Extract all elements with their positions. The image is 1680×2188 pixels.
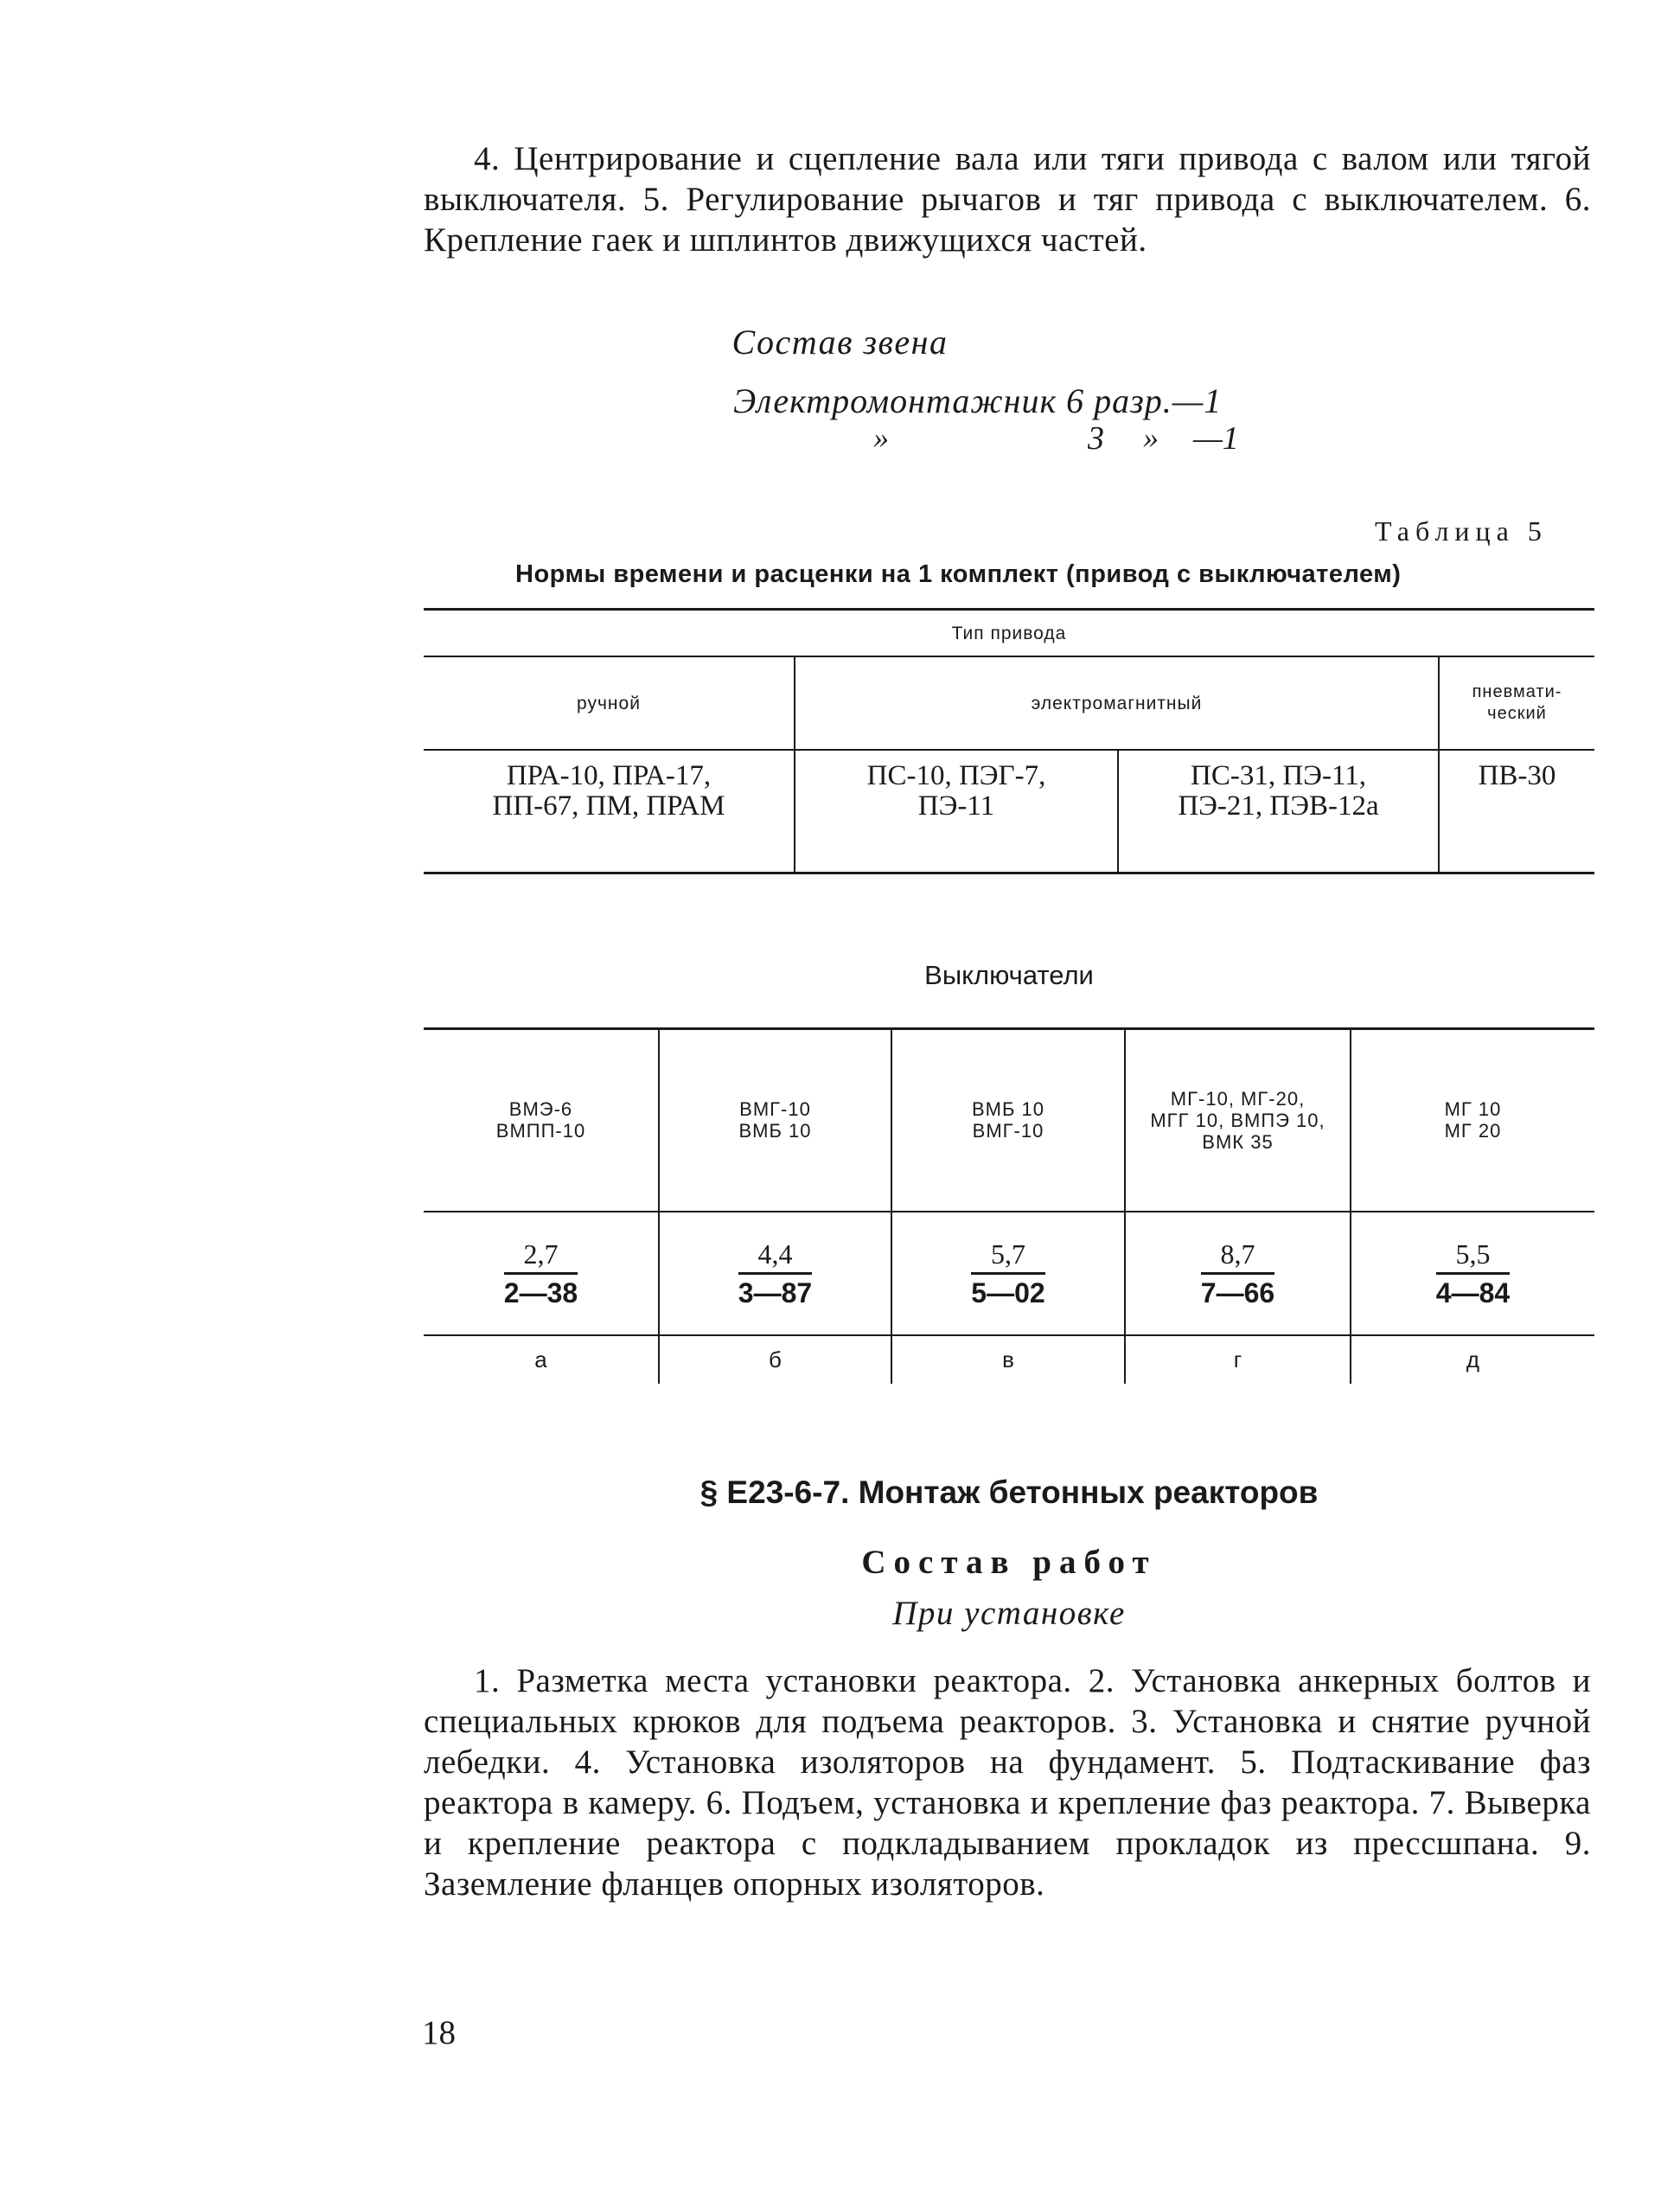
norm-price-cell <box>892 1212 1124 1334</box>
price: 7—66 <box>1200 1277 1275 1308</box>
table-label: Таблица 5 <box>1375 515 1548 547</box>
header-drive-type: Тип привода <box>951 623 1067 643</box>
switch-name: ВМГ-10 ВМБ 10 <box>738 1098 812 1142</box>
column-letter: д <box>1466 1347 1480 1372</box>
header-pneumatic: пневмати- ческий <box>1472 682 1562 723</box>
norm-time: 5,5 <box>1436 1236 1510 1275</box>
drive-em-2: ПС-31, ПЭ-11, ПЭ-21, ПЭВ-12а <box>1178 760 1379 822</box>
crew-line-2-ditto-a: » <box>873 420 889 455</box>
section-title: § Е23-6-7. Монтаж бетонных реакторов <box>699 1475 1319 1510</box>
switch-name: ВМБ 10 ВМГ-10 <box>971 1098 1045 1142</box>
column-letter: б <box>769 1347 782 1372</box>
norm-price-cell <box>660 1212 891 1334</box>
norm-price-cell <box>424 1212 658 1334</box>
norm-time: 8,7 <box>1201 1236 1274 1275</box>
switch-name: МГ 10 МГ 20 <box>1444 1098 1502 1142</box>
section-subtitle: Состав работ <box>861 1544 1157 1581</box>
column-letter: г <box>1233 1347 1242 1372</box>
norm-price-cell <box>1351 1212 1594 1334</box>
header-manual: ручной <box>577 693 641 713</box>
section-paragraph: 1. Разметка места установки реактора. 2. Установка анкерных болтов и специальных крюков для подъема реакторов. 3. Установка и снятие ручной лебедки. 4. Установка изоляторов на фундамент. 5. Подтаскивание фаз реактора в камеру. 6. Подъем, установка и крепление фаз реактора. 7. Выверка и крепление реактора с подкладыванием прокладок из прессшпана. 9. Заземление фланцев опорных изоляторов. <box>424 1662 1591 1903</box>
page-number: 18 <box>422 2014 456 2051</box>
table-caption: Нормы времени и расценки на 1 комплект (привод с выключателем) <box>515 560 1402 588</box>
drive-pneumatic: ПВ-30 <box>1478 760 1556 791</box>
norm-time: 5,7 <box>971 1236 1044 1275</box>
drive-manual: ПРА-10, ПРА-17, ПП-67, ПМ, ПРАМ <box>492 760 725 822</box>
intro-paragraph: 4. Центрирование и сцепление вала или тяги привода с валом или тягой выключателя. 5. Регулирование рычагов и тяг привода с выключателем. 6. Крепление гаек и шплинтов движущихся частей. <box>424 140 1591 259</box>
norm-time: 4,4 <box>738 1236 812 1275</box>
column-letter: а <box>534 1347 547 1372</box>
column-letter: в <box>1002 1347 1014 1372</box>
section-subsubtitle: При установке <box>892 1595 1126 1632</box>
drive-em-1: ПС-10, ПЭГ-7, ПЭ-11 <box>866 760 1046 822</box>
switch-name: ВМЭ-6 ВМПП-10 <box>495 1098 586 1142</box>
switches-title: Выключатели <box>924 960 1094 990</box>
header-electromagnetic: электромагнитный <box>1031 693 1203 713</box>
price: 3—87 <box>738 1277 813 1308</box>
crew-line-1: Электромонтажник 6 разр.—1 <box>733 381 1223 420</box>
crew-line-2-count: —1 <box>1193 420 1239 457</box>
price: 4—84 <box>1435 1277 1511 1308</box>
crew-line-2-ditto-b: » <box>1143 420 1159 455</box>
crew-line-2-grade: 3 <box>1088 420 1104 457</box>
crew-heading: Состав звена <box>731 323 949 361</box>
norm-price-cell <box>1126 1212 1350 1334</box>
norm-time: 2,7 <box>504 1236 578 1275</box>
price: 5—02 <box>971 1277 1045 1308</box>
switch-name: МГ-10, МГ-20, МГГ 10, ВМПЭ 10, ВМК 35 <box>1150 1087 1325 1153</box>
price: 2—38 <box>503 1277 578 1308</box>
